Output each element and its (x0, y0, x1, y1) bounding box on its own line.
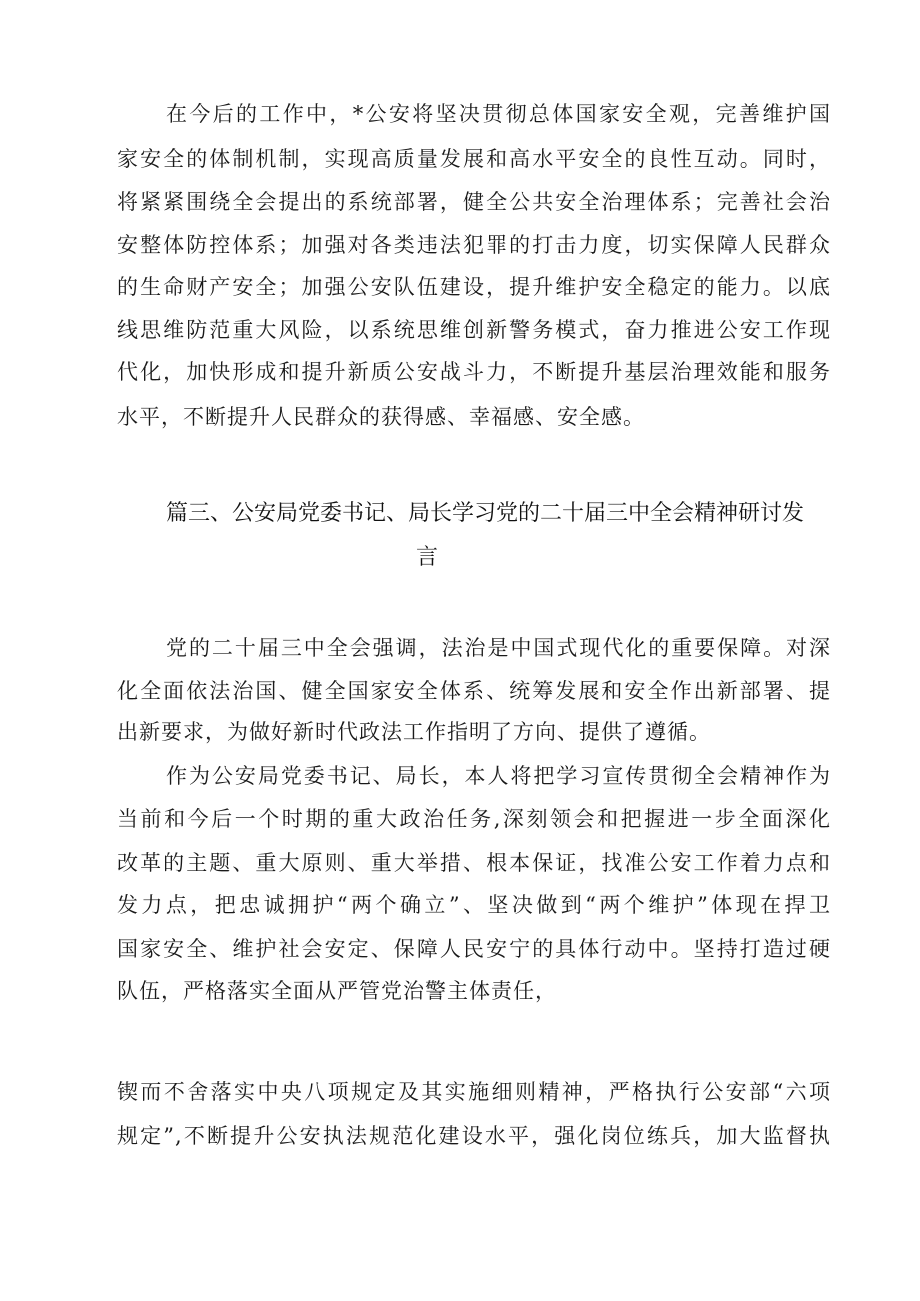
paragraph-line: 党的二十届三中全会强调，法治是中国式现代化的重要保障。对深 (166, 636, 831, 660)
paragraph-line: 线思维防范重大风险，以系统思维创新警务模式，奋力推进公安工作现 (117, 318, 831, 342)
paragraph-line: 改革的主题、重大原则、重大举措、根本保证，找准公安工作着力点和 (117, 851, 831, 875)
paragraph-line: 国家安全、维护社会安定、保障人民安宁的具体行动中。坚持打造过硬 (117, 937, 831, 961)
paragraph-line: 将紧紧围绕全会提出的系统部署，健全公共安全治理体系；完善社会治 (117, 190, 831, 214)
paragraph-line: 化全面依法治国、健全国家安全体系、统筹发展和安全作出新部署、提 (117, 679, 831, 703)
paragraph-line: 锲而不舍落实中央八项规定及其实施细则精神，严格执行公安部“六项 (117, 1080, 831, 1104)
paragraph-line: 作为公安局党委书记、局长，本人将把学习宣传贯彻全会精神作为 (166, 764, 831, 788)
section-heading-line-2: 言 (415, 545, 438, 570)
paragraph-line: 水平，不断提升人民群众的获得感、幸福感、安全感。 (117, 405, 645, 429)
paragraph-line: 安整体防控体系；加强对各类违法犯罪的打击力度，切实保障人民群众 (117, 233, 831, 257)
section-heading-line-1: 篇三、公安局党委书记、局长学习党的二十届三中全会精神研讨发 (166, 501, 805, 526)
paragraph-line: 发力点，把忠诚拥护“两个确立”、坚决做到“两个维护”体现在捍卫 (117, 893, 831, 917)
paragraph-line: 队伍，严格落实全面从严管党治警主体责任， (117, 979, 557, 1003)
paragraph-line: 在今后的工作中，*公安将坚决贯彻总体国家安全观，完善维护国 (166, 102, 831, 126)
paragraph-line: 当前和今后一个时期的重大政治任务,深刻领会和把握进一步全面深化 (117, 807, 831, 831)
paragraph-line: 家安全的体制机制，实现高质量发展和高水平安全的良性互动。同时， (117, 147, 831, 171)
paragraph-line: 出新要求，为做好新时代政法工作指明了方向、提供了遵循。 (117, 720, 711, 744)
paragraph-line: 的生命财产安全；加强公安队伍建设，提升维护安全稳定的能力。以底 (117, 275, 831, 299)
paragraph-line: 规定”,不断提升公安执法规范化建设水平，强化岗位练兵，加大监督执 (117, 1124, 831, 1148)
paragraph-line: 代化，加快形成和提升新质公安战斗力，不断提升基层治理效能和服务 (117, 360, 831, 384)
